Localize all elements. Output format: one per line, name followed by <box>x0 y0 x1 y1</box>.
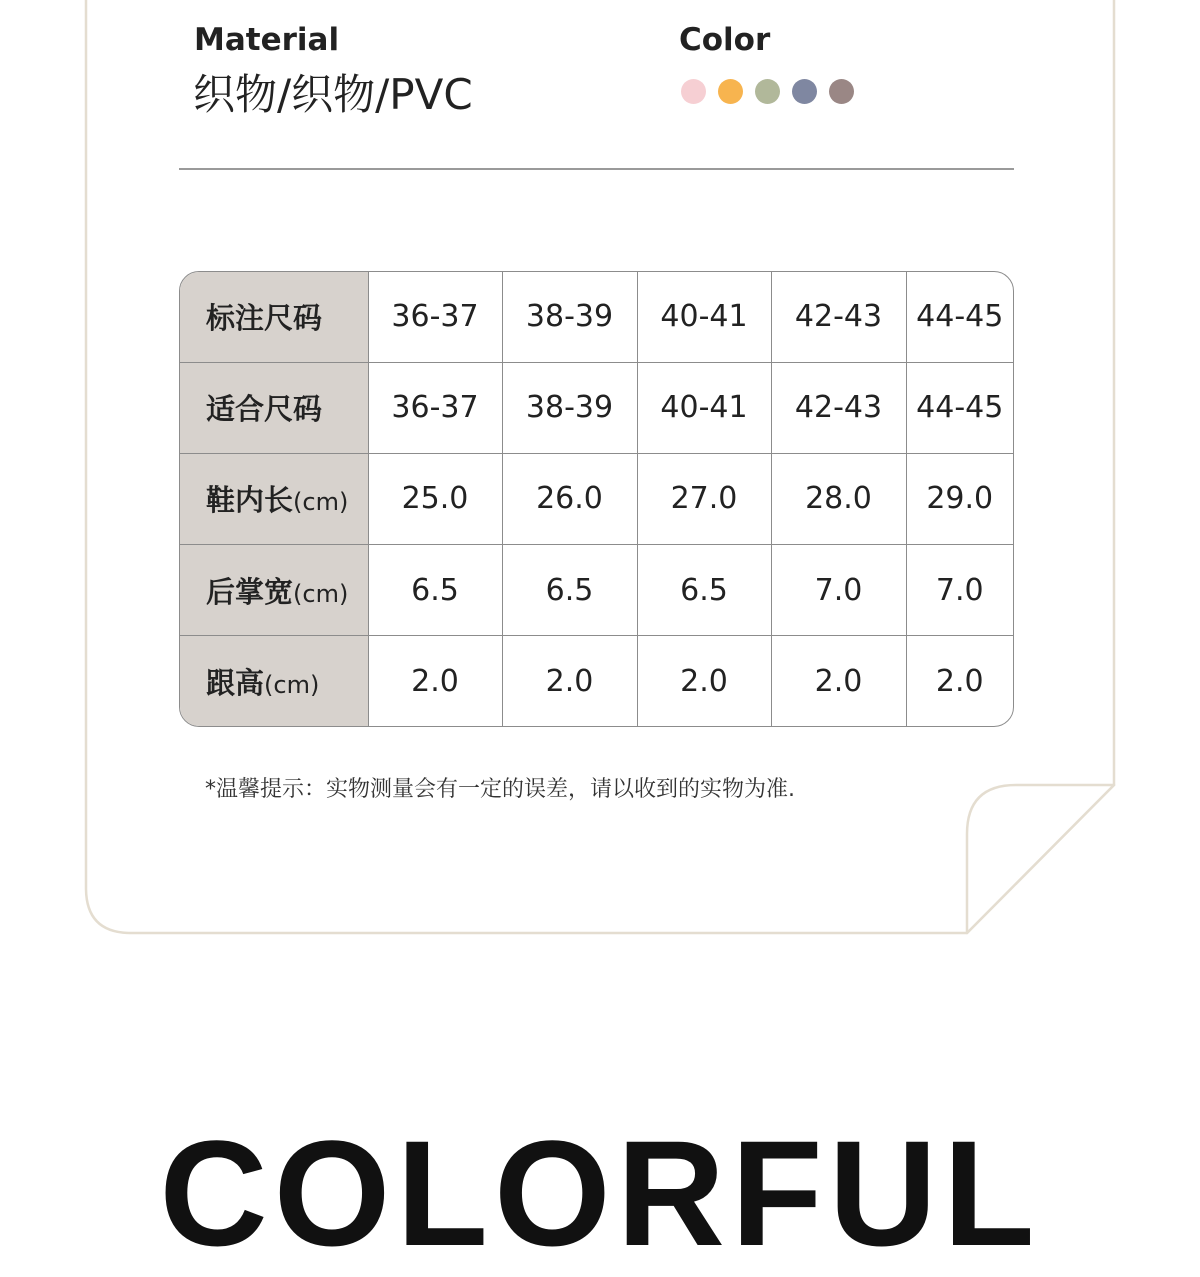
row-header <box>180 362 368 453</box>
row-header-label: 后掌宽 <box>206 574 294 609</box>
table-cell: 36-37 <box>368 272 502 362</box>
table-cell: 44-45 <box>906 272 1013 362</box>
color-swatch-orange[interactable] <box>718 79 743 104</box>
row-header <box>180 636 368 726</box>
table-cell: 6.5 <box>368 545 502 636</box>
table-cell: 2.0 <box>935 663 984 699</box>
material-value: 织物/织物/PVC <box>193 70 473 119</box>
table-cell: 28.0 <box>771 453 906 544</box>
table-row <box>180 272 1013 362</box>
table-cell: 38-39 <box>502 272 637 362</box>
table-cell: 25.0 <box>368 453 502 544</box>
row-header-unit: (cm) <box>264 670 320 699</box>
table-row <box>180 545 1013 636</box>
table-cell: 40-41 <box>637 272 771 362</box>
table-cell: 26.0 <box>502 453 637 544</box>
table-cell: 40-41 <box>637 362 771 453</box>
color-swatch-sage[interactable] <box>755 79 780 104</box>
measurement-note: *温馨提示：实物测量会有一定的误差，请以收到的实物为准. <box>205 777 795 802</box>
table-cell: 42-43 <box>771 362 906 453</box>
table-row <box>180 362 1013 453</box>
color-swatch-blue-gray[interactable] <box>792 79 817 104</box>
table-cell: 7.0 <box>906 545 1013 636</box>
table-cell: 27.0 <box>637 453 771 544</box>
size-chart-table <box>179 271 1014 727</box>
table-cell: 2.0 <box>368 636 502 726</box>
row-header-unit: (cm) <box>293 579 349 608</box>
row-header-unit: (cm) <box>293 488 349 517</box>
table-cell: 38-39 <box>502 362 637 453</box>
table-row <box>180 453 1013 544</box>
material-label: Material <box>194 22 340 58</box>
color-label: Color <box>679 22 771 58</box>
color-swatch-pink[interactable] <box>681 79 706 104</box>
row-header-label: 标注尺码 <box>206 301 323 336</box>
row-header-label: 鞋内长 <box>206 483 294 518</box>
table-cell: 2.0 <box>637 636 771 726</box>
table-cell: 2.0 <box>771 636 906 726</box>
table-cell: 2.0 <box>502 636 637 726</box>
table-cell: 29.0 <box>906 453 1013 544</box>
page-curl <box>967 785 1114 933</box>
color-swatches <box>681 79 854 104</box>
color-swatch-taupe[interactable] <box>829 79 854 104</box>
colorful-headline: COLORFUL <box>159 1109 1041 1277</box>
table-cell: 7.0 <box>771 545 906 636</box>
table-row <box>180 636 1013 726</box>
row-header-label: 适合尺码 <box>206 392 323 427</box>
table-cell: 36-37 <box>368 362 502 453</box>
table-cell: 6.5 <box>502 545 637 636</box>
row-header <box>180 545 368 636</box>
row-header <box>180 272 368 362</box>
row-header <box>180 453 368 544</box>
row-header-label: 跟高 <box>206 665 265 700</box>
section-divider <box>179 168 1014 170</box>
table-cell: 6.5 <box>637 545 771 636</box>
table-cell: 44-45 <box>906 362 1013 453</box>
table-cell: 42-43 <box>771 272 906 362</box>
